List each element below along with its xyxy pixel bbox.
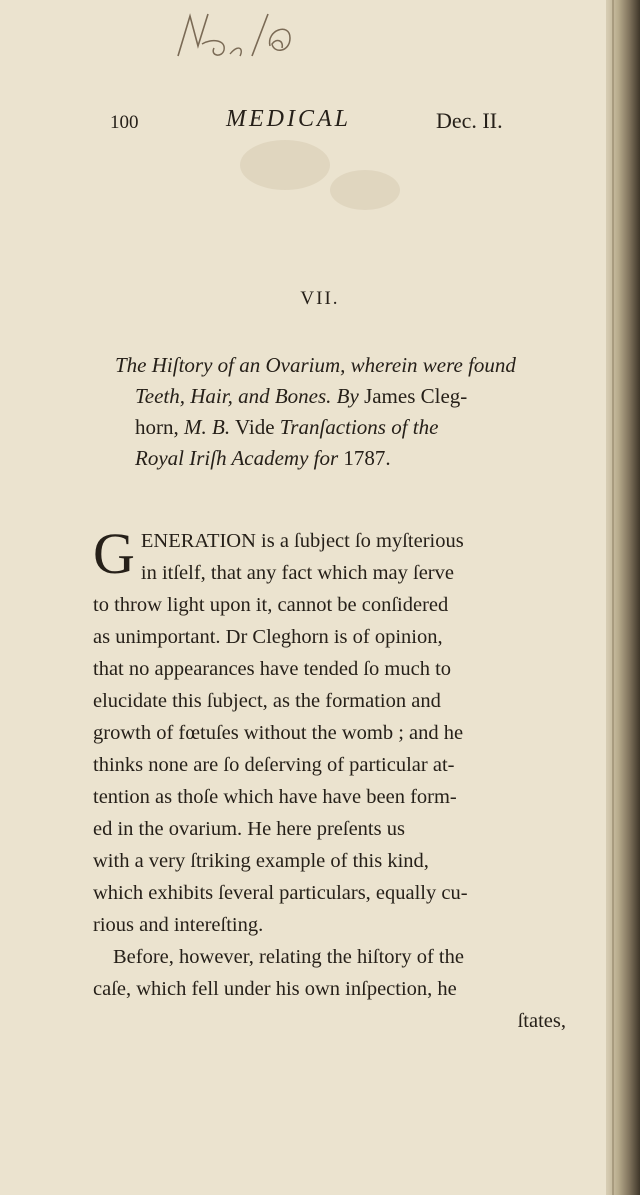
body-line: growth of fœtuſes without the womb ; and he	[93, 722, 464, 744]
source-title: Royal Iriſh Academy for	[135, 446, 339, 470]
body-line: that no appearances have tended ſo much to	[93, 658, 452, 680]
article-title	[115, 350, 585, 474]
body-line: ed in the ovarium. He here preſents us	[93, 818, 405, 840]
header-date: Dec. II.	[436, 108, 503, 133]
title-text: By	[336, 384, 359, 408]
body-line: in itſelf, that any fact which may ſerve	[140, 562, 454, 584]
handwritten-annotation-icon	[168, 4, 308, 64]
title-line	[115, 412, 585, 443]
body-line: as unimportant. Dr Cleghorn is of opinion,	[93, 626, 443, 648]
body-line: with a very ſtriking example of this kind,	[93, 850, 429, 872]
title-line	[115, 443, 585, 474]
drop-cap: G	[93, 521, 135, 586]
body-line: to throw light upon it, cannot be conſidered	[93, 594, 449, 616]
page-number: 100	[110, 112, 139, 133]
title-text: The Hiſtory of an Ovarium, wherein were found	[115, 353, 516, 377]
author-name: James Cleg-	[364, 384, 468, 408]
paper-stain	[240, 140, 330, 190]
body-line: thinks none are ſo deſerving of particular at-	[93, 754, 455, 776]
body-line: rious and intereſting.	[93, 914, 264, 936]
source-year: 1787.	[343, 446, 391, 470]
source-title: Tranſactions of the	[279, 415, 439, 439]
paper-stain	[330, 170, 400, 210]
body-line: tention as thoſe which have have been form-	[93, 786, 457, 808]
title-line	[115, 350, 585, 381]
author-name: horn,	[135, 415, 179, 439]
page-edge-line	[612, 0, 614, 1195]
running-title: MEDICAL	[226, 106, 351, 132]
section-number: VII.	[300, 288, 340, 309]
body-line: Before, however, relating the hiſtory of the	[113, 946, 464, 968]
catchword: ſtates,	[517, 1010, 566, 1032]
body-text	[93, 521, 578, 1037]
body-line: caſe, which fell under his own inſpection, he	[93, 978, 457, 1000]
page-header	[0, 106, 640, 140]
author-degree: M. B.	[184, 415, 231, 439]
title-text: Teeth, Hair, and Bones.	[135, 384, 332, 408]
title-line	[115, 381, 585, 412]
title-text: Vide	[234, 415, 275, 439]
body-line: ENERATION is a ſubject ſo myſterious	[140, 530, 464, 552]
body-line: which exhibits ſeveral particulars, equally cu-	[93, 882, 468, 904]
body-line: elucidate this ſubject, as the formation and	[93, 690, 441, 712]
